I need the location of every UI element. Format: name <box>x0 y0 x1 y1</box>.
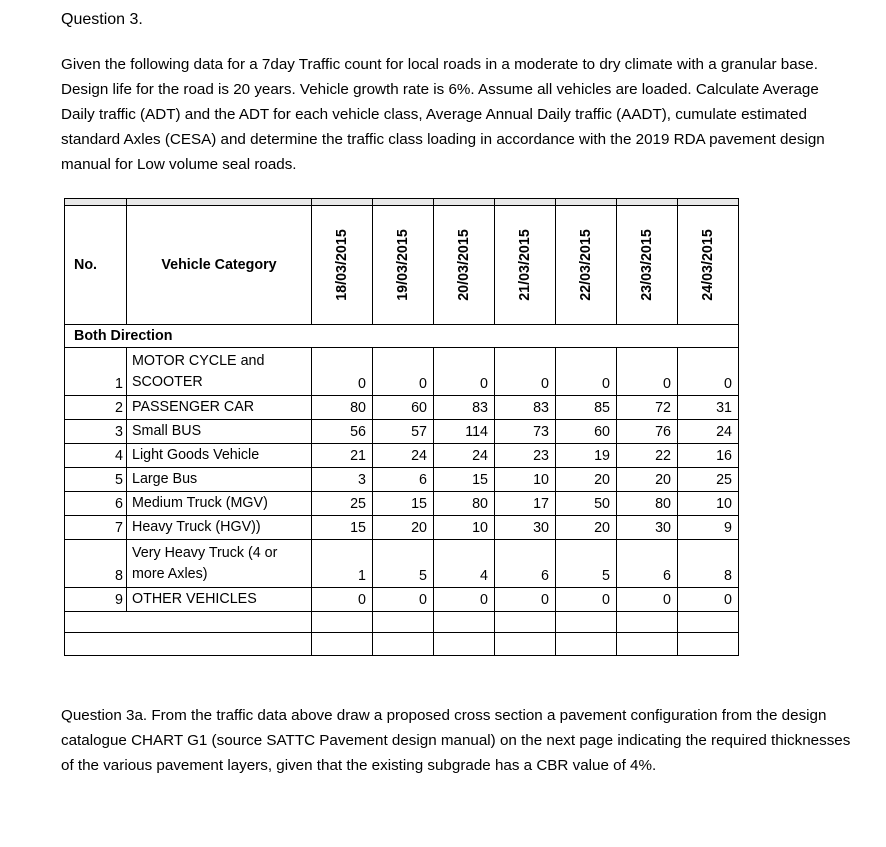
count-cell: 15 <box>373 492 434 516</box>
count-cell: 17 <box>495 492 556 516</box>
row-vehicle-category: MOTOR CYCLE and SCOOTER <box>127 348 312 396</box>
empty-row <box>65 612 739 633</box>
count-cell: 30 <box>617 516 678 540</box>
row-number: 2 <box>65 396 127 420</box>
count-cell: 0 <box>556 588 617 612</box>
row-vehicle-category: Large Bus <box>127 468 312 492</box>
count-cell: 4 <box>434 540 495 588</box>
count-cell: 60 <box>556 420 617 444</box>
count-cell: 5 <box>373 540 434 588</box>
count-cell: 22 <box>617 444 678 468</box>
empty-row <box>65 633 739 656</box>
header-date: 24/03/2015 <box>678 206 739 325</box>
table-row <box>65 468 739 492</box>
count-cell: 76 <box>617 420 678 444</box>
count-cell: 0 <box>434 588 495 612</box>
count-cell: 6 <box>495 540 556 588</box>
count-cell: 0 <box>556 348 617 396</box>
table-row <box>65 516 739 540</box>
count-cell: 73 <box>495 420 556 444</box>
row-number: 3 <box>65 420 127 444</box>
count-cell: 57 <box>373 420 434 444</box>
count-cell: 0 <box>495 588 556 612</box>
header-date: 23/03/2015 <box>617 206 678 325</box>
count-cell: 80 <box>312 396 373 420</box>
header-date: 18/03/2015 <box>312 206 373 325</box>
count-cell: 0 <box>495 348 556 396</box>
table-row <box>65 540 739 588</box>
row-number: 6 <box>65 492 127 516</box>
count-cell: 83 <box>434 396 495 420</box>
table-row <box>65 444 739 468</box>
table-row <box>65 348 739 396</box>
row-vehicle-category: Light Goods Vehicle <box>127 444 312 468</box>
count-cell: 6 <box>373 468 434 492</box>
table-header-row <box>65 206 739 325</box>
count-cell: 6 <box>617 540 678 588</box>
count-cell: 20 <box>373 516 434 540</box>
row-vehicle-category: Very Heavy Truck (4 or more Axles) <box>127 540 312 588</box>
count-cell: 0 <box>617 348 678 396</box>
count-cell: 15 <box>312 516 373 540</box>
section-label: Both Direction <box>65 325 739 348</box>
count-cell: 50 <box>556 492 617 516</box>
count-cell: 10 <box>678 492 739 516</box>
table-row <box>65 396 739 420</box>
row-number: 9 <box>65 588 127 612</box>
count-cell: 31 <box>678 396 739 420</box>
section-row <box>65 325 739 348</box>
count-cell: 85 <box>556 396 617 420</box>
count-cell: 20 <box>556 516 617 540</box>
count-cell: 10 <box>495 468 556 492</box>
count-cell: 20 <box>617 468 678 492</box>
count-cell: 30 <box>495 516 556 540</box>
count-cell: 0 <box>373 588 434 612</box>
count-cell: 24 <box>373 444 434 468</box>
count-cell: 21 <box>312 444 373 468</box>
table-row <box>65 492 739 516</box>
row-vehicle-category: Small BUS <box>127 420 312 444</box>
header-date: 19/03/2015 <box>373 206 434 325</box>
count-cell: 20 <box>556 468 617 492</box>
count-cell: 0 <box>312 348 373 396</box>
count-cell: 80 <box>434 492 495 516</box>
header-date: 21/03/2015 <box>495 206 556 325</box>
count-cell: 114 <box>434 420 495 444</box>
table-row <box>65 420 739 444</box>
count-cell: 0 <box>373 348 434 396</box>
question-title: Question 3. <box>61 11 143 28</box>
count-cell: 0 <box>678 588 739 612</box>
row-vehicle-category: Heavy Truck (HGV)) <box>127 516 312 540</box>
count-cell: 0 <box>617 588 678 612</box>
header-date: 20/03/2015 <box>434 206 495 325</box>
count-cell: 23 <box>495 444 556 468</box>
table-row <box>65 588 739 612</box>
header-no: No. <box>65 206 127 325</box>
count-cell: 25 <box>678 468 739 492</box>
count-cell: 56 <box>312 420 373 444</box>
count-cell: 83 <box>495 396 556 420</box>
count-cell: 16 <box>678 444 739 468</box>
count-cell: 5 <box>556 540 617 588</box>
count-cell: 1 <box>312 540 373 588</box>
traffic-count-table <box>64 198 739 656</box>
row-number: 8 <box>65 540 127 588</box>
row-vehicle-category: OTHER VEHICLES <box>127 588 312 612</box>
question-3a-text: Question 3a. From the traffic data above draw a proposed cross section a pavement configuration from the design catalogue CHART G1 (source SATTC Pavement design manual) on the next page indicating the required thicknesses of the various pavement layers, given that the existing subgrade has a CBR value of 4%. <box>61 707 851 774</box>
count-cell: 25 <box>312 492 373 516</box>
row-number: 4 <box>65 444 127 468</box>
row-number: 1 <box>65 348 127 396</box>
count-cell: 8 <box>678 540 739 588</box>
count-cell: 0 <box>434 348 495 396</box>
header-vehicle-category: Vehicle Category <box>127 206 312 325</box>
count-cell: 60 <box>373 396 434 420</box>
count-cell: 9 <box>678 516 739 540</box>
row-number: 7 <box>65 516 127 540</box>
count-cell: 72 <box>617 396 678 420</box>
question-text: Given the following data for a 7day Traffic count for local roads in a moderate to dry climate with a granular base. Design life for the road is 20 years. Vehicle growth rate is 6%. Assume all vehicles are loaded. Calculate Average Daily traffic (ADT) and the ADT for each vehicle class, Average Annual Daily traffic (AADT), cumulate estimated standard Axles (CESA) and determine the traffic class loading in accordance with the 2019 RDA pavement design manual for Low volume seal roads. <box>61 56 825 173</box>
count-cell: 80 <box>617 492 678 516</box>
row-vehicle-category: PASSENGER CAR <box>127 396 312 420</box>
count-cell: 24 <box>678 420 739 444</box>
row-vehicle-category: Medium Truck (MGV) <box>127 492 312 516</box>
row-number: 5 <box>65 468 127 492</box>
count-cell: 19 <box>556 444 617 468</box>
count-cell: 24 <box>434 444 495 468</box>
header-date: 22/03/2015 <box>556 206 617 325</box>
count-cell: 10 <box>434 516 495 540</box>
count-cell: 3 <box>312 468 373 492</box>
count-cell: 0 <box>312 588 373 612</box>
count-cell: 15 <box>434 468 495 492</box>
count-cell: 0 <box>678 348 739 396</box>
